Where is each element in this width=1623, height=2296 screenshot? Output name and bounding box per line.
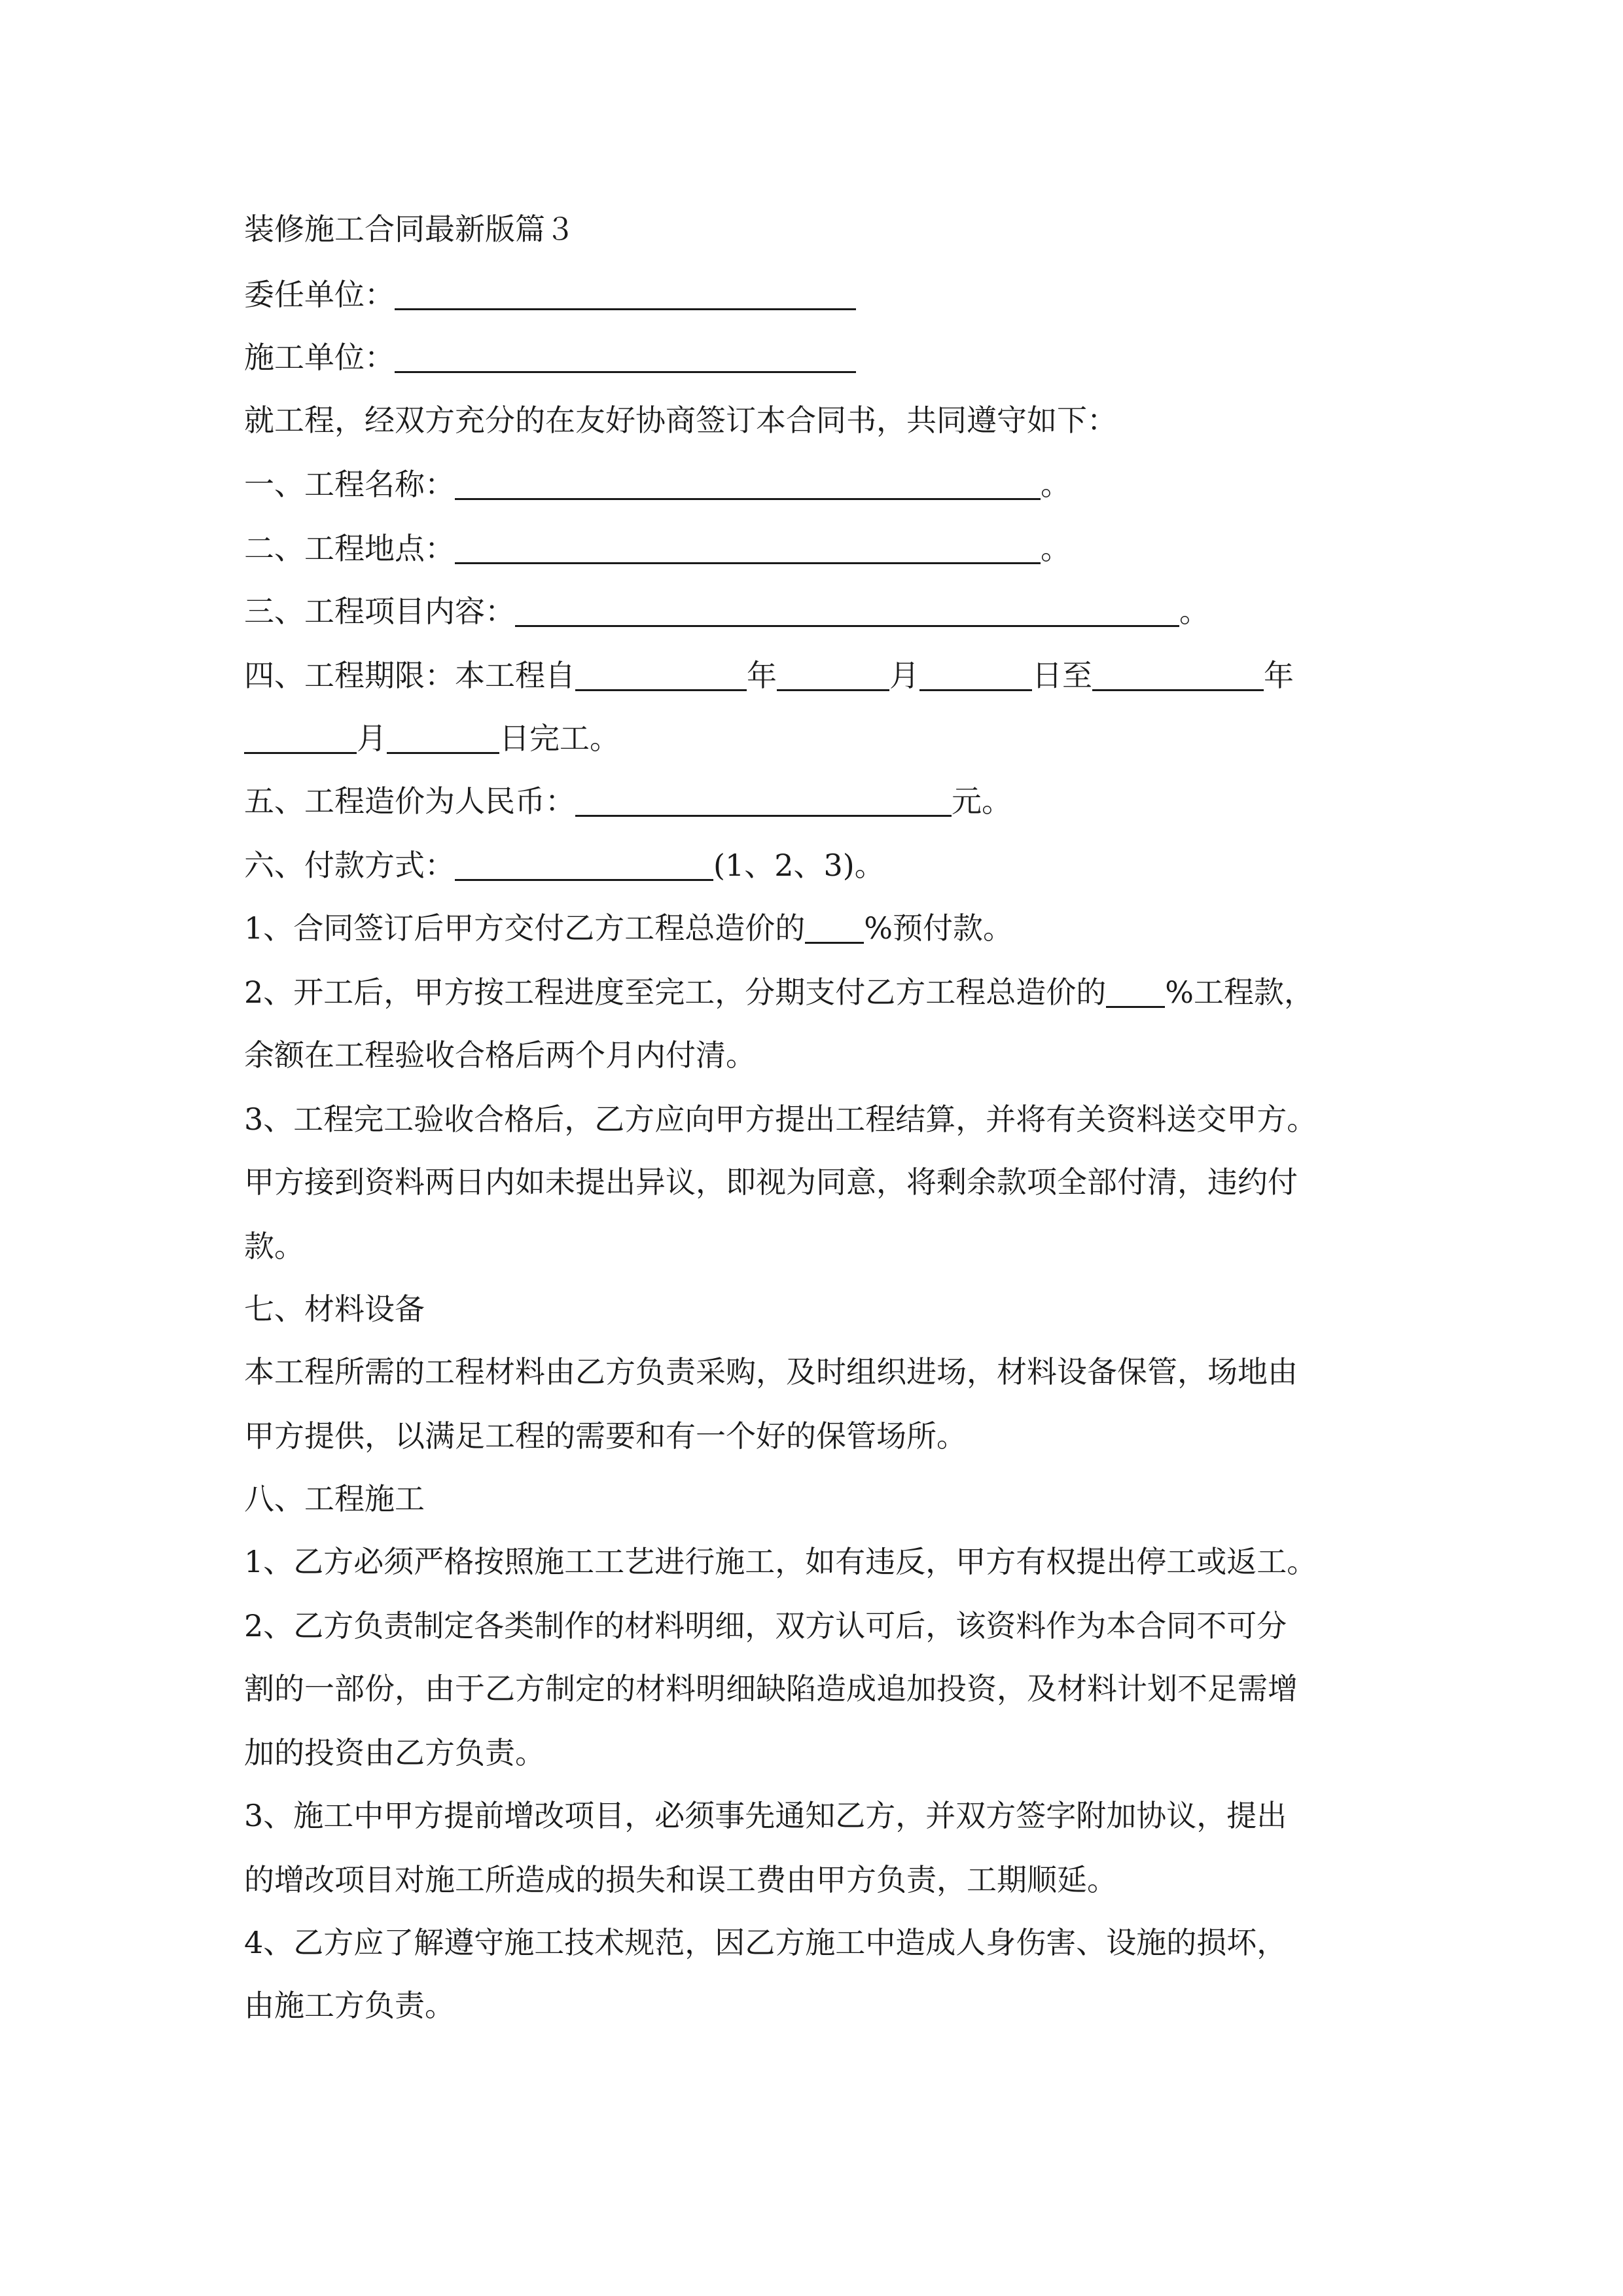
section-construction-title: 八、工程施工 — [244, 1481, 425, 1516]
start-day-blank — [919, 659, 1032, 691]
end-month-unit: 月 — [357, 721, 387, 756]
payment-clause-3-line1: 3、工程完工验收合格后，乙方应向甲方提出工程结算，并将有关资料送交甲方。 — [244, 1102, 1317, 1137]
start-month-blank — [777, 659, 889, 691]
start-day-to: 日至 — [1032, 658, 1092, 693]
price-blank — [575, 785, 952, 817]
end-year-unit: 年 — [1264, 658, 1294, 693]
construction-clause-1: 1、乙方必须严格按照施工工艺进行施工，如有违反，甲方有权提出停工或返工。 — [244, 1544, 1317, 1579]
section-materials-line2: 甲方提供，以满足工程的需要和有一个好的保管场所。 — [244, 1418, 967, 1454]
section-materials-title: 七、材料设备 — [244, 1291, 425, 1327]
construction-clause-3-line1: 3、施工中甲方提前增改项目，必须事先通知乙方，并双方签字附加协议，提出 — [244, 1798, 1287, 1833]
construction-clause-4-line2: 由施工方负责。 — [244, 1988, 455, 2023]
item-project-content-end: 。 — [1179, 594, 1209, 629]
contractor-unit-blank — [395, 341, 856, 373]
progress-percent-blank — [1106, 976, 1165, 1008]
client-unit-line — [244, 276, 856, 313]
start-month-unit: 月 — [889, 658, 919, 693]
item-payment — [244, 847, 885, 884]
end-day-unit: 日完工。 — [499, 721, 620, 756]
construction-clause-4-line1: 4、乙方应了解遵守施工技术规范，因乙方施工中造成人身伤害、设施的损坏， — [244, 1925, 1287, 1960]
project-location-blank — [455, 532, 1041, 564]
contractor-unit-label: 施工单位： — [244, 340, 395, 375]
item-project-location — [244, 530, 1071, 567]
construction-clause-2-line2: 割的一部份，由于乙方制定的材料明细缺陷造成追加投资，及材料计划不足需增 — [244, 1671, 1298, 1706]
price-unit: 元。 — [952, 783, 1012, 819]
item-project-content-label: 三、工程项目内容： — [244, 594, 515, 629]
end-month-blank — [244, 722, 357, 754]
item-project-location-label: 二、工程地点： — [244, 531, 455, 566]
item-project-location-end: 。 — [1041, 531, 1071, 566]
end-year-blank — [1092, 659, 1264, 691]
item-project-name-label: 一、工程名称： — [244, 467, 455, 502]
prepayment-percent-blank — [805, 912, 864, 944]
payment-clause-3-line2: 甲方接到资料两日内如未提出异议，即视为同意，将剩余款项全部付清，违约付 — [244, 1164, 1298, 1200]
payment-options: (1、2、3)。 — [713, 848, 885, 883]
construction-clause-2-line3: 加的投资由乙方负责。 — [244, 1735, 545, 1770]
payment-label: 六、付款方式： — [244, 848, 455, 883]
client-unit-blank — [395, 278, 856, 310]
contractor-unit-line — [244, 339, 856, 376]
project-name-blank — [455, 468, 1041, 500]
payment-clause-2-cont: 余额在工程验收合格后两个月内付清。 — [244, 1037, 756, 1073]
payment-clause-3-line3: 款。 — [244, 1229, 304, 1264]
client-unit-label: 委任单位： — [244, 277, 395, 312]
period-label: 四、工程期限：本工程自 — [244, 658, 575, 693]
document-title: 装修施工合同最新版篇３ — [244, 211, 575, 247]
payment-clause-2-text: 2、开工后，甲方按工程进度至完工，分期支付乙方工程总造价的 — [244, 975, 1107, 1010]
payment-clause-2 — [244, 974, 1314, 1011]
payment-blank — [455, 849, 713, 881]
construction-clause-3-line2: 的增改项目对施工所造成的损失和误工费由甲方负责，工期顺延。 — [244, 1862, 1117, 1897]
section-materials-line1: 本工程所需的工程材料由乙方负责采购，及时组织进场，材料设备保管，场地由 — [244, 1354, 1298, 1390]
item-project-content — [244, 593, 1209, 630]
payment-clause-2-end: %工程款， — [1165, 975, 1314, 1010]
start-year-blank — [575, 659, 747, 691]
item-price — [244, 783, 1012, 819]
item-period-line2 — [244, 720, 620, 757]
intro-paragraph: 就工程，经双方充分的在友好协商签订本合同书，共同遵守如下： — [244, 403, 1117, 438]
item-period-line1 — [244, 657, 1294, 694]
end-day-blank — [387, 722, 499, 754]
item-project-name — [244, 466, 1071, 503]
payment-clause-1-text: 1、合同签订后甲方交付乙方工程总造价的 — [244, 910, 806, 946]
project-content-blank — [515, 595, 1179, 627]
construction-clause-2-line1: 2、乙方负责制定各类制作的材料明细，双方认可后，该资料作为本合同不可分 — [244, 1608, 1287, 1643]
payment-clause-1-end: %预付款。 — [864, 910, 1013, 946]
item-project-name-end: 。 — [1041, 467, 1071, 502]
start-year-unit: 年 — [747, 658, 777, 693]
payment-clause-1 — [244, 910, 1013, 946]
price-label: 五、工程造价为人民币： — [244, 783, 575, 819]
